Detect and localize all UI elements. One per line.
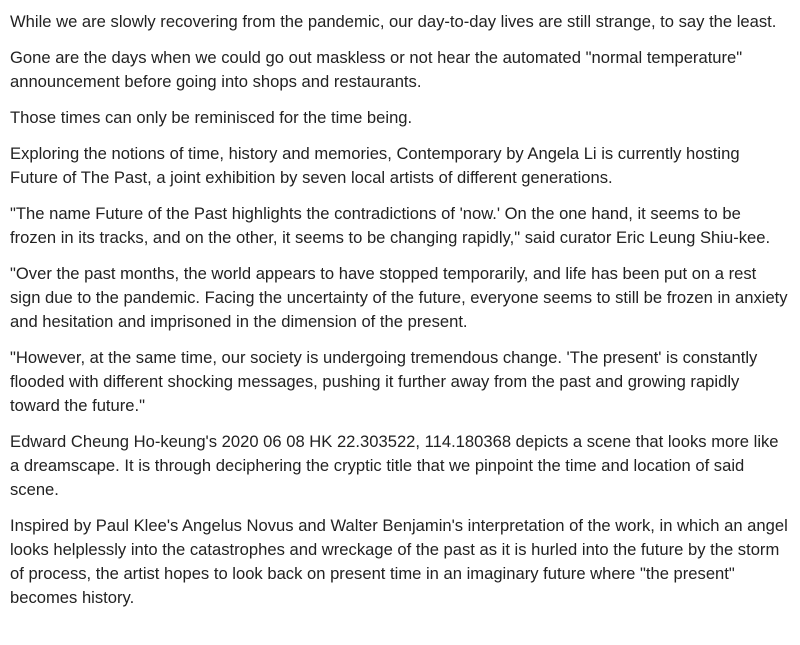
article-paragraph: Edward Cheung Ho-keung's 2020 06 08 HK 22.303522, 114.180368 depicts a scene that looks more like a dreamscape. It is through deciphering the cryptic title that we pinpoint the time and location of said scene. — [10, 432, 779, 499]
article-paragraph: "Over the past months, the world appears to have stopped temporarily, and life has been put on a rest sign due to the pandemic. Facing the uncertainty of the future, everyone seems to still be frozen in anxiety and hesitation and imprisoned in the dimension of the present. — [10, 264, 788, 331]
article-body — [10, 10, 788, 622]
article-paragraph: Exploring the notions of time, history and memories, Contemporary by Angela Li is currently hosting Future of The Past, a joint exhibition by seven local artists of different generations. — [10, 144, 740, 187]
article-paragraph: While we are slowly recovering from the pandemic, our day-to-day lives are still strange, to say the least. — [10, 12, 777, 31]
article-paragraph: Gone are the days when we could go out maskless or not hear the automated "normal temperature" announcement before going into shops and restaurants. — [10, 48, 743, 91]
article-paragraph: "However, at the same time, our society is undergoing tremendous change. 'The present' is constantly flooded with different shocking messages, pushing it further away from the past and growing rapidly toward the future." — [10, 348, 758, 415]
article-paragraph: Inspired by Paul Klee's Angelus Novus and Walter Benjamin's interpretation of the work, in which an angel looks helplessly into the catastrophes and wreckage of the past as it is hurled into the future by the storm of process, the artist hopes to look back on present time in an imaginary future where "the present" becomes history. — [10, 516, 788, 607]
article-paragraph: Those times can only be reminisced for the time being. — [10, 108, 413, 127]
article-paragraph: "The name Future of the Past highlights the contradictions of 'now.' On the one hand, it seems to be frozen in its tracks, and on the other, it seems to be changing rapidly," said curator Eric Leung Shiu-kee. — [10, 204, 771, 247]
